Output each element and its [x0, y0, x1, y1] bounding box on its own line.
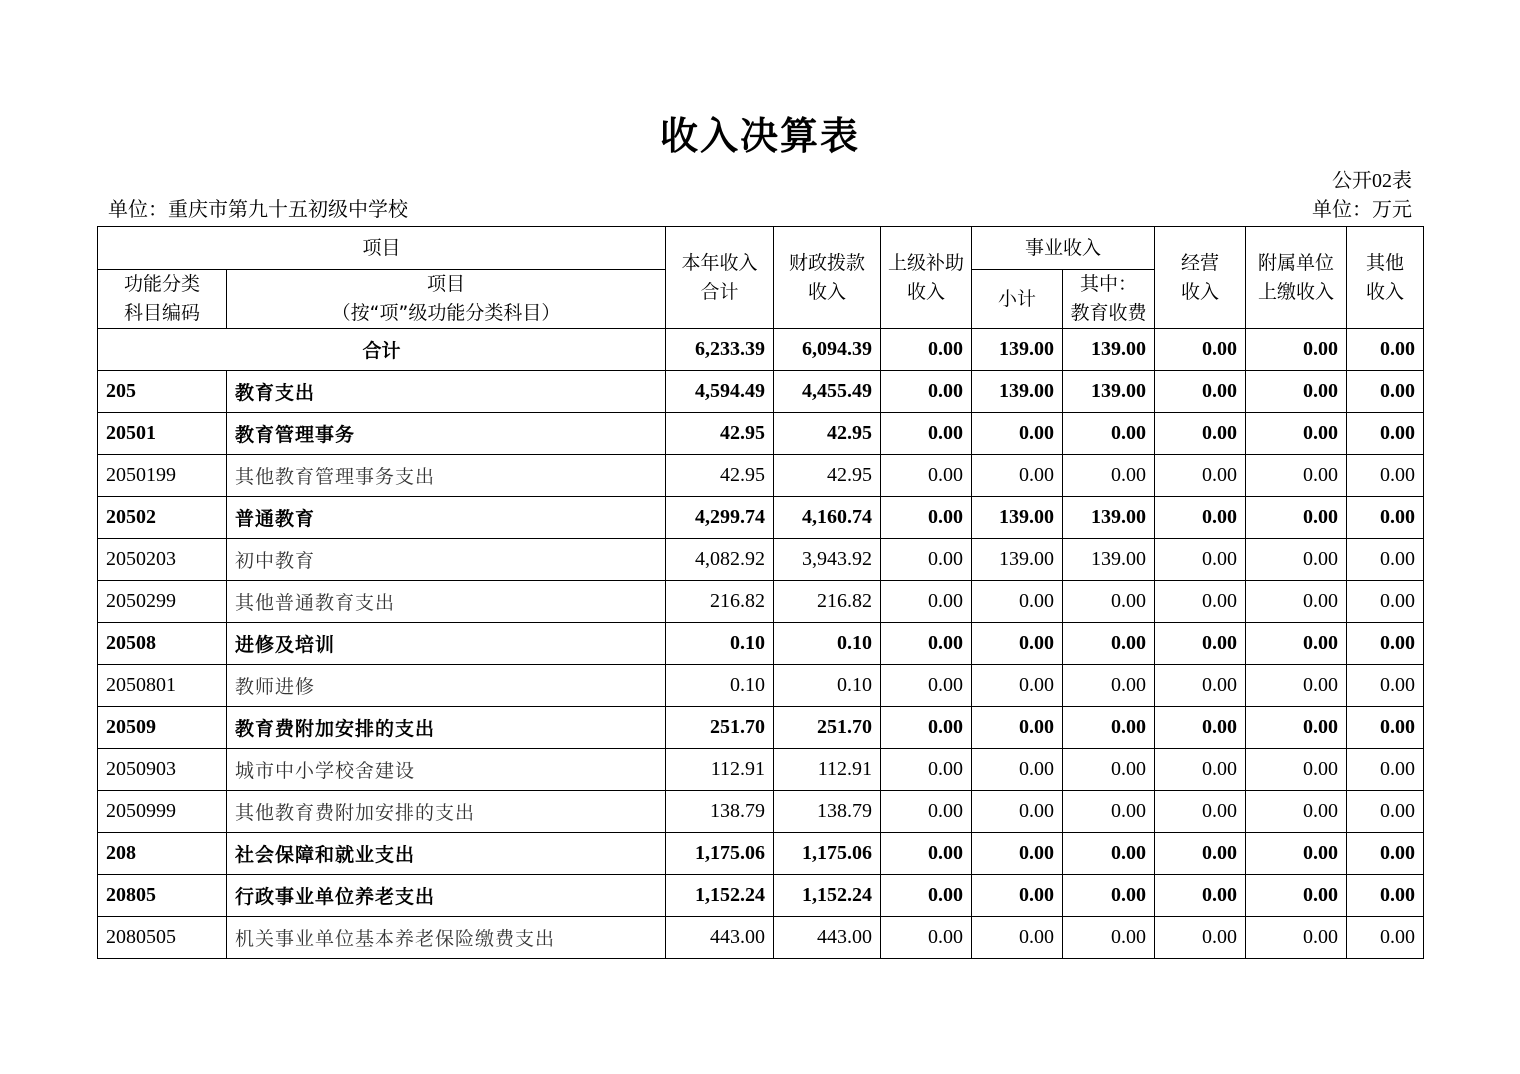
row-value: 0.00 [972, 623, 1063, 665]
row-value: 0.10 [666, 623, 774, 665]
table-row [98, 917, 1424, 959]
row-name: 教育管理事务 [227, 413, 666, 455]
row-value: 0.00 [881, 917, 972, 959]
row-value: 0.00 [972, 665, 1063, 707]
row-value: 138.79 [774, 791, 881, 833]
row-value: 0.00 [1246, 497, 1347, 539]
total-value: 0.00 [1246, 329, 1347, 371]
row-code: 2080505 [98, 917, 227, 959]
row-name: 城市中小学校舍建设 [227, 749, 666, 791]
header-row-1 [98, 227, 1424, 270]
row-name: 教育支出 [227, 371, 666, 413]
table-row [98, 623, 1424, 665]
row-value: 0.00 [1063, 581, 1155, 623]
row-code: 2050999 [98, 791, 227, 833]
row-value: 0.00 [1063, 455, 1155, 497]
row-value: 0.00 [1155, 749, 1246, 791]
row-value: 0.00 [1347, 413, 1424, 455]
row-code: 2050299 [98, 581, 227, 623]
header-name: 项目 （按“项”级功能分类科目） [227, 270, 666, 329]
row-value: 139.00 [972, 497, 1063, 539]
row-value: 4,082.92 [666, 539, 774, 581]
row-value: 0.00 [1347, 539, 1424, 581]
header-superior-subsidy: 上级补助 收入 [881, 227, 972, 329]
row-value: 0.00 [1063, 791, 1155, 833]
row-value: 0.00 [881, 455, 972, 497]
row-value: 1,175.06 [666, 833, 774, 875]
row-code: 2050203 [98, 539, 227, 581]
row-value: 0.00 [1063, 707, 1155, 749]
row-code: 2050801 [98, 665, 227, 707]
table-row [98, 833, 1424, 875]
row-name: 其他教育管理事务支出 [227, 455, 666, 497]
row-value: 0.00 [1347, 791, 1424, 833]
header-operating-income: 经营 收入 [1155, 227, 1246, 329]
header-fiscal-appropriation: 财政拨款 收入 [774, 227, 881, 329]
row-value: 0.00 [881, 791, 972, 833]
row-value: 0.00 [1155, 875, 1246, 917]
row-value: 0.00 [1063, 413, 1155, 455]
row-name: 教育费附加安排的支出 [227, 707, 666, 749]
row-value: 0.00 [881, 665, 972, 707]
row-value: 0.00 [1063, 665, 1155, 707]
row-name: 普通教育 [227, 497, 666, 539]
row-value: 0.00 [1155, 833, 1246, 875]
row-value: 139.00 [972, 371, 1063, 413]
row-value: 1,152.24 [774, 875, 881, 917]
row-value: 0.00 [1347, 833, 1424, 875]
total-value: 0.00 [1347, 329, 1424, 371]
row-value: 0.00 [1246, 413, 1347, 455]
row-name: 初中教育 [227, 539, 666, 581]
row-value: 0.00 [1246, 623, 1347, 665]
table-row [98, 581, 1424, 623]
row-value: 0.00 [1155, 539, 1246, 581]
row-value: 112.91 [666, 749, 774, 791]
row-value: 0.00 [972, 581, 1063, 623]
row-value: 0.00 [881, 581, 972, 623]
table-row [98, 539, 1424, 581]
row-value: 0.00 [1246, 665, 1347, 707]
money-unit: 单位：万元 [1312, 199, 1412, 221]
row-value: 0.00 [1155, 917, 1246, 959]
row-value: 139.00 [1063, 539, 1155, 581]
row-value: 0.00 [881, 413, 972, 455]
header-project: 项目 [98, 227, 666, 270]
row-name: 社会保障和就业支出 [227, 833, 666, 875]
row-value: 0.00 [1246, 371, 1347, 413]
row-value: 1,152.24 [666, 875, 774, 917]
row-value: 0.00 [1347, 623, 1424, 665]
row-value: 4,160.74 [774, 497, 881, 539]
row-value: 0.00 [1063, 875, 1155, 917]
row-code: 20805 [98, 875, 227, 917]
total-value: 6,233.39 [666, 329, 774, 371]
row-value: 0.00 [1246, 707, 1347, 749]
row-value: 0.00 [1155, 497, 1246, 539]
row-value: 0.00 [972, 707, 1063, 749]
row-value: 42.95 [666, 455, 774, 497]
row-value: 0.00 [1246, 791, 1347, 833]
row-value: 0.10 [774, 623, 881, 665]
total-label: 合计 [98, 329, 666, 371]
row-name: 教师进修 [227, 665, 666, 707]
row-value: 443.00 [666, 917, 774, 959]
row-code: 208 [98, 833, 227, 875]
row-value: 0.00 [1347, 707, 1424, 749]
row-value: 216.82 [774, 581, 881, 623]
table-row [98, 749, 1424, 791]
row-value: 42.95 [774, 455, 881, 497]
table-row [98, 791, 1424, 833]
row-value: 0.00 [1246, 875, 1347, 917]
row-value: 0.00 [1347, 497, 1424, 539]
row-value: 0.00 [1246, 917, 1347, 959]
header-business-income: 事业收入 [972, 227, 1155, 270]
row-name: 机关事业单位基本养老保险缴费支出 [227, 917, 666, 959]
row-value: 0.00 [1246, 833, 1347, 875]
table-row [98, 707, 1424, 749]
table-row [98, 497, 1424, 539]
row-value: 0.00 [972, 455, 1063, 497]
row-value: 251.70 [774, 707, 881, 749]
organization-unit: 单位：重庆市第九十五初级中学校 [108, 199, 408, 221]
row-value: 0.00 [1246, 581, 1347, 623]
total-value: 139.00 [972, 329, 1063, 371]
row-code: 20508 [98, 623, 227, 665]
table-row [98, 665, 1424, 707]
row-value: 0.00 [972, 917, 1063, 959]
income-final-accounts-table [97, 226, 1424, 959]
row-code: 20502 [98, 497, 227, 539]
row-value: 0.00 [972, 791, 1063, 833]
header-total-income: 本年收入 合计 [666, 227, 774, 329]
row-value: 0.00 [1155, 623, 1246, 665]
total-value: 6,094.39 [774, 329, 881, 371]
row-value: 0.00 [972, 875, 1063, 917]
row-value: 139.00 [1063, 497, 1155, 539]
row-value: 0.00 [1347, 875, 1424, 917]
row-value: 0.10 [666, 665, 774, 707]
row-value: 0.00 [1155, 371, 1246, 413]
row-value: 0.00 [1347, 371, 1424, 413]
page-title: 收入决算表 [659, 114, 860, 158]
row-value: 1,175.06 [774, 833, 881, 875]
header-affiliated-income: 附属单位 上缴收入 [1246, 227, 1347, 329]
row-value: 0.00 [972, 749, 1063, 791]
header-subtotal: 小计 [972, 270, 1063, 329]
row-value: 0.00 [1347, 581, 1424, 623]
row-value: 0.00 [1063, 623, 1155, 665]
table-row [98, 371, 1424, 413]
row-value: 4,455.49 [774, 371, 881, 413]
row-value: 0.00 [1347, 749, 1424, 791]
row-value: 216.82 [666, 581, 774, 623]
row-value: 0.00 [881, 707, 972, 749]
row-value: 0.00 [1155, 707, 1246, 749]
row-value: 139.00 [972, 539, 1063, 581]
row-code: 205 [98, 371, 227, 413]
table-row [98, 413, 1424, 455]
row-value: 0.00 [881, 833, 972, 875]
form-number: 公开02表 [1332, 170, 1412, 192]
row-value: 139.00 [1063, 371, 1155, 413]
row-value: 0.00 [1155, 581, 1246, 623]
row-value: 0.00 [1155, 791, 1246, 833]
row-code: 2050199 [98, 455, 227, 497]
row-value: 0.00 [881, 371, 972, 413]
row-value: 0.00 [881, 875, 972, 917]
row-value: 0.00 [1246, 749, 1347, 791]
row-code: 2050903 [98, 749, 227, 791]
row-value: 0.00 [1155, 413, 1246, 455]
row-value: 0.10 [774, 665, 881, 707]
row-value: 0.00 [972, 833, 1063, 875]
row-value: 0.00 [1155, 455, 1246, 497]
row-name: 行政事业单位养老支出 [227, 875, 666, 917]
row-value: 0.00 [1347, 917, 1424, 959]
row-value: 0.00 [881, 539, 972, 581]
total-value: 0.00 [881, 329, 972, 371]
row-value: 251.70 [666, 707, 774, 749]
row-code: 20509 [98, 707, 227, 749]
table-row [98, 875, 1424, 917]
row-value: 0.00 [1063, 749, 1155, 791]
row-value: 42.95 [774, 413, 881, 455]
header-code: 功能分类 科目编码 [98, 270, 227, 329]
row-value: 0.00 [1347, 665, 1424, 707]
row-value: 112.91 [774, 749, 881, 791]
row-value: 0.00 [881, 497, 972, 539]
row-value: 0.00 [1063, 833, 1155, 875]
row-name: 其他普通教育支出 [227, 581, 666, 623]
row-value: 42.95 [666, 413, 774, 455]
total-row [98, 329, 1424, 371]
table-row [98, 455, 1424, 497]
row-value: 0.00 [1155, 665, 1246, 707]
row-code: 20501 [98, 413, 227, 455]
row-value: 4,299.74 [666, 497, 774, 539]
row-value: 0.00 [1063, 917, 1155, 959]
row-value: 0.00 [972, 413, 1063, 455]
row-value: 0.00 [1347, 455, 1424, 497]
row-value: 3,943.92 [774, 539, 881, 581]
row-name: 其他教育费附加安排的支出 [227, 791, 666, 833]
row-name: 进修及培训 [227, 623, 666, 665]
row-value: 0.00 [881, 749, 972, 791]
row-value: 0.00 [881, 623, 972, 665]
row-value: 4,594.49 [666, 371, 774, 413]
row-value: 0.00 [1246, 455, 1347, 497]
header-edu-fee: 其中： 教育收费 [1063, 270, 1155, 329]
total-value: 139.00 [1063, 329, 1155, 371]
row-value: 0.00 [1246, 539, 1347, 581]
header-other-income: 其他 收入 [1347, 227, 1424, 329]
row-value: 443.00 [774, 917, 881, 959]
row-value: 138.79 [666, 791, 774, 833]
total-value: 0.00 [1155, 329, 1246, 371]
